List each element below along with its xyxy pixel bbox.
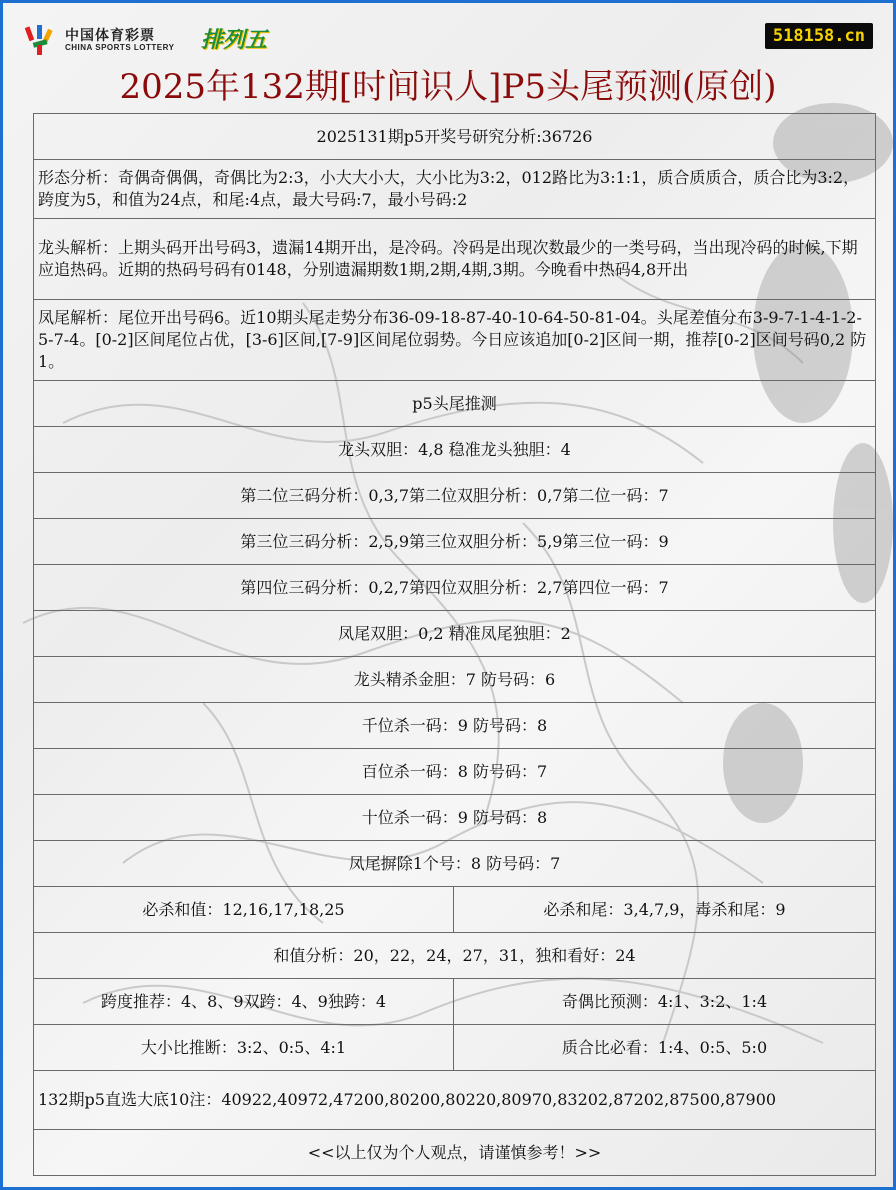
site-badge[interactable]: 518158.cn: [765, 23, 873, 49]
big-small-cell: 大小比推断：3:2、0:5、4:1: [34, 1025, 454, 1071]
direct-base-cell: 132期p5直选大底10注：40922,40972,47200,80200,80220,80970,83202,87202,87500,87900: [34, 1071, 876, 1130]
disclaimer-cell: <<以上仅为个人观点，请谨慎参考！>>: [34, 1130, 876, 1176]
hundred-kill-cell: 百位杀一码：8 防号码：7: [34, 749, 876, 795]
pos2-cell: 第二位三码分析：0,3,7第二位双胆分析：0,7第二位一码：7: [34, 473, 876, 519]
pos3-cell: 第三位三码分析：2,5,9第三位双胆分析：5,9第三位一码：9: [34, 519, 876, 565]
prime-comp-cell: 质合比必看：1:4、0:5、5:0: [454, 1025, 876, 1071]
form-analysis-cell: 形态分析：奇偶奇偶偶，奇偶比为2:3，小大大小大，大小比为3:2，012路比为3:1:1，质合质质合，质合比为3:2，跨度为5，和值为24点，和尾:4点，最大号码:7，最小号码:2: [34, 160, 876, 219]
kill-sum-cell: 必杀和值：12,16,17,18,25: [34, 887, 454, 933]
prediction-table: [33, 113, 876, 1176]
thousand-kill-cell: 千位杀一码：9 防号码：8: [34, 703, 876, 749]
tail-pick-cell: 凤尾双胆：0,2 精准凤尾独胆：2: [34, 611, 876, 657]
head-pick-cell: 龙头双胆：4,8 稳准龙头独胆：4: [34, 427, 876, 473]
section-title-cell: p5头尾推测: [34, 381, 876, 427]
prev-result-cell: 2025131期p5开奖号研究分析:36726: [34, 114, 876, 160]
lottery-logo: [23, 23, 283, 57]
logo-en-text: CHINA SPORTS LOTTERY: [65, 43, 175, 52]
odd-even-cell: 奇偶比预测：4:1、3:2、1:4: [454, 979, 876, 1025]
logo-cn-text: 中国体育彩票: [65, 27, 155, 43]
ten-kill-cell: 十位杀一码：9 防号码：8: [34, 795, 876, 841]
head-kill-cell: 龙头精杀金胆：7 防号码：6: [34, 657, 876, 703]
page-title: 2025年132期[时间识人]P5头尾预测(原创): [119, 67, 777, 107]
logo-game-text: 排列五: [201, 28, 268, 53]
sum-analysis-cell: 和值分析：20，22，24，27，31，独和看好：24: [34, 933, 876, 979]
tail-analysis-cell: 凤尾解析：尾位开出号码6。近10期头尾走势分布36-09-18-87-40-10-64-50-81-04。头尾差值分布3-9-7-1-4-1-2-5-7-4。[0-2]区间尾位占优，[3-6]区间,[7-9]区间尾位弱势。今日应该追加[0-2]区间一期，推荐[0-2]区间号码0,2 防1。: [34, 300, 876, 381]
kill-sum-tail-cell: 必杀和尾：3,4,7,9，毒杀和尾：9: [454, 887, 876, 933]
lottery-logo-icon: [23, 23, 57, 57]
span-pick-cell: 跨度推荐：4、8、9双跨：4、9独跨：4: [34, 979, 454, 1025]
head-analysis-cell: 龙头解析：上期头码开出号码3，遗漏14期开出，是冷码。冷码是出现次数最少的一类号码，当出现冷码的时候,下期应追热码。近期的热码号码有0148，分别遗漏期数1期,2期,4期,3期。今晚看中热码4,8开出: [34, 219, 876, 300]
tail-remove-cell: 凤尾摒除1个号：8 防号码：7: [34, 841, 876, 887]
pos4-cell: 第四位三码分析：0,2,7第四位双胆分析：2,7第四位一码：7: [34, 565, 876, 611]
